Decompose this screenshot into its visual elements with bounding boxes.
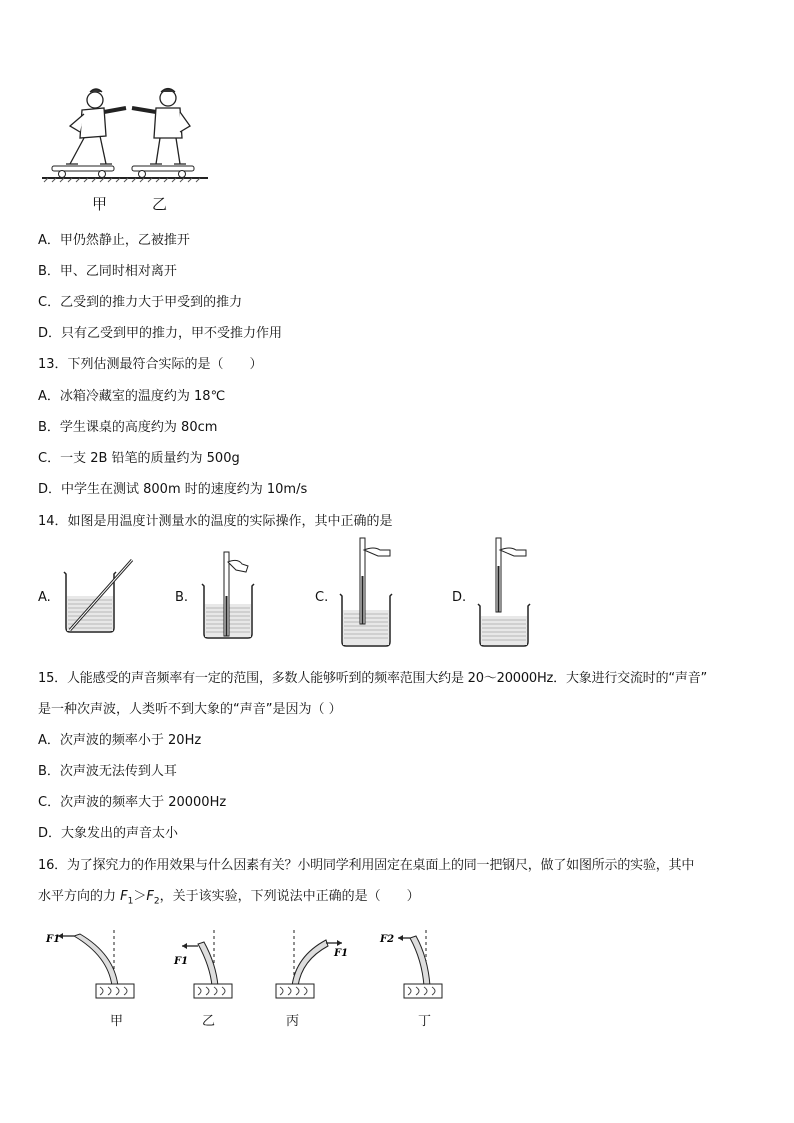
- force-label-jia: F1: [46, 934, 61, 945]
- q14-label-c: C.: [315, 590, 329, 605]
- force-label-ding: F2: [380, 934, 395, 945]
- q12-option-a: A．甲仍然静止，乙被推开: [38, 233, 190, 248]
- ruler-figure-bing: [268, 926, 368, 1002]
- ruler-figure-yi: [172, 926, 262, 1002]
- q13-option-c: C．一支 2B 铅笔的质量约为 500g: [38, 451, 240, 466]
- q15-option-a: A．次声波的频率小于 20Hz: [38, 733, 202, 748]
- q14-stem: 14．如图是用温度计测量水的温度的实际操作，其中正确的是: [38, 514, 393, 529]
- caption-bing: 丙: [286, 1014, 300, 1029]
- ruler-figure-jia: [44, 926, 144, 1002]
- q16-gt: ＞: [133, 889, 147, 904]
- q16-stem-post: ，关于该实验，下列说法中正确的是（ ）: [159, 889, 420, 904]
- thermometer-beaker-d: [474, 536, 544, 650]
- q16-f1: F: [120, 889, 128, 904]
- q14-label-a: A.: [38, 590, 51, 605]
- ruler-figure-ding: [372, 926, 462, 1002]
- caption-ding: 丁: [418, 1014, 432, 1029]
- q16-f2: F: [146, 889, 154, 904]
- thermometer-beaker-c: [336, 536, 406, 650]
- thermometer-beaker-b: [198, 546, 268, 642]
- figure-label-jia: 甲: [92, 195, 108, 213]
- q12-option-c: C．乙受到的推力大于甲受到的推力: [38, 295, 243, 310]
- q16-f2-sub: 2: [153, 896, 160, 907]
- figure-label-yi: 乙: [152, 195, 168, 213]
- caption-yi: 乙: [202, 1014, 216, 1029]
- q16-f1-sub: 1: [127, 896, 134, 907]
- q15-option-c: C．次声波的频率大于 20000Hz: [38, 795, 227, 810]
- q13-option-b: B．学生课桌的高度约为 80cm: [38, 420, 218, 435]
- q16-stem-pre: 水平方向的力: [38, 889, 121, 904]
- q13-stem: 13．下列估测最符合实际的是（ ）: [38, 357, 263, 372]
- caption-jia: 甲: [110, 1014, 124, 1029]
- force-label-bing: F1: [334, 948, 349, 959]
- q14-label-b: B.: [175, 590, 189, 605]
- q12-option-b: B．甲、乙同时相对离开: [38, 264, 177, 279]
- q15-stem-line1: 15．人能感受的声音频率有一定的范围，多数人能够听到的频率范围大约是 20～20000Hz．大象进行交流时的“声音”: [38, 671, 708, 686]
- q14-label-d: D.: [452, 590, 467, 605]
- q13-option-d: D．中学生在测试 800m 时的速度约为 10m/s: [38, 482, 308, 497]
- skateboard-push-figure: [40, 86, 210, 186]
- q15-option-d: D．大象发出的声音太小: [38, 826, 179, 841]
- thermometer-beaker-a: [60, 556, 140, 638]
- q15-stem-line2: 是一种次声波，人类听不到大象的“声音”是因为（ ）: [38, 702, 342, 717]
- q16-stem-line1: 16．为了探究力的作用效果与什么因素有关？小明同学利用固定在桌面上的同一把钢尺，做了如图所示的实验，其中: [38, 858, 695, 873]
- q15-option-b: B．次声波无法传到人耳: [38, 764, 177, 779]
- q12-option-d: D．只有乙受到甲的推力，甲不受推力作用: [38, 326, 283, 341]
- q13-option-a: A．冰箱冷藏室的温度约为 18℃: [38, 389, 226, 404]
- force-label-yi: F1: [174, 956, 189, 967]
- q16-stem-line2: [38, 885, 420, 907]
